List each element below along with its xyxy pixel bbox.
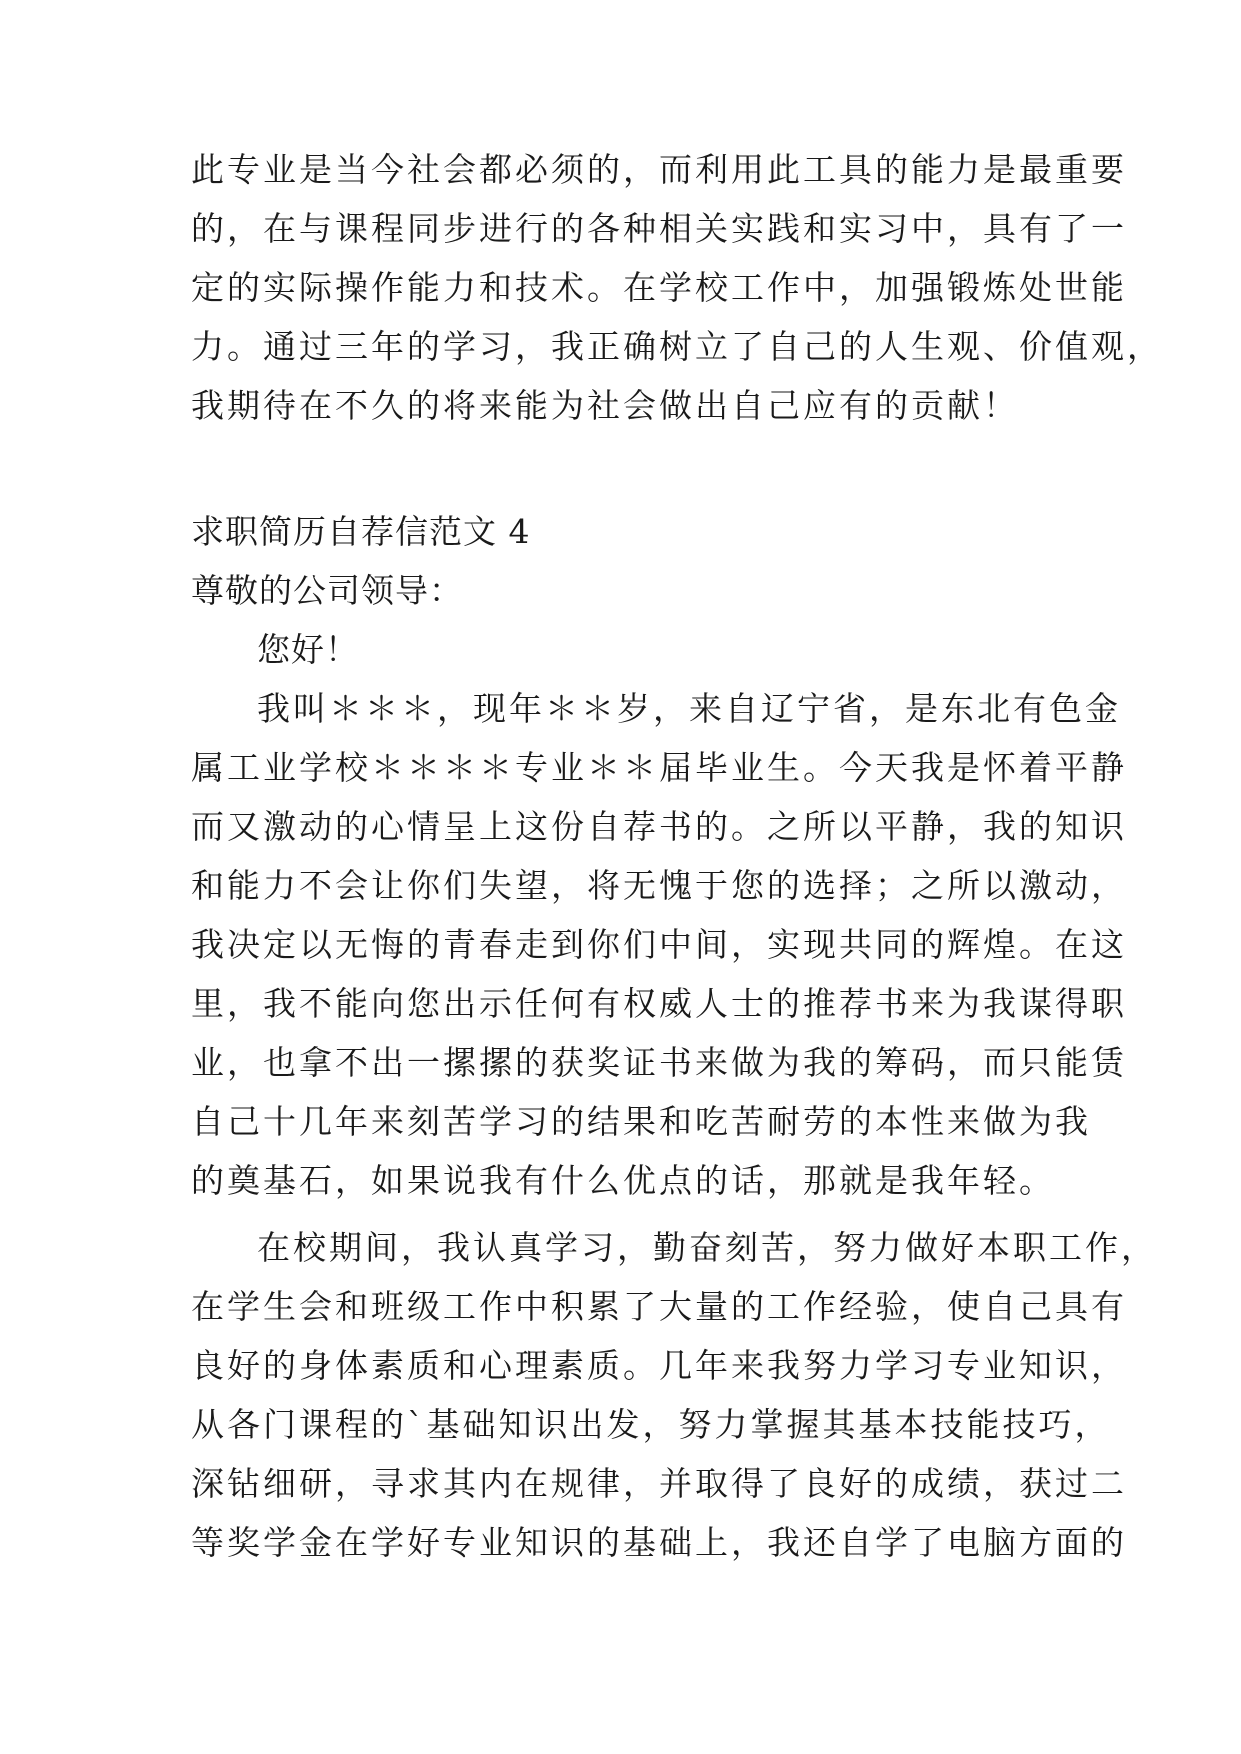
- paragraph1-line-6: 里，我不能向您出示任何有权威人士的推荐书来为我谋得职: [191, 984, 1127, 1023]
- salutation: 尊敬的公司领导：: [191, 571, 463, 610]
- paragraph2-line-2: 在学生会和班级工作中积累了大量的工作经验，使自己具有: [191, 1287, 1127, 1326]
- greeting: 您好！: [257, 630, 359, 669]
- paragraph1-line-4: 和能力不会让你们失望，将无愧于您的选择；之所以激动，: [191, 866, 1127, 905]
- paragraph1-line-3: 而又激动的心情呈上这份自荐书的。之所以平静，我的知识: [191, 807, 1127, 846]
- intro-line-1: 此专业是当今社会都必须的，而利用此工具的能力是最重要: [191, 150, 1127, 189]
- paragraph1-line-1: 我叫＊＊＊，现年＊＊岁，来自辽宁省，是东北有色金: [257, 689, 1121, 728]
- paragraph1-line-2: 属工业学校＊＊＊＊专业＊＊届毕业生。今天我是怀着平静: [191, 748, 1127, 787]
- paragraph2-line-3: 良好的身体素质和心理素质。几年来我努力学习专业知识，: [191, 1346, 1127, 1385]
- intro-line-2: 的，在与课程同步进行的各种相关实践和实习中，具有了一: [191, 209, 1127, 248]
- paragraph1-line-9: 的奠基石，如果说我有什么优点的话，那就是我年轻。: [191, 1161, 1055, 1200]
- intro-line-3: 定的实际操作能力和技术。在学校工作中，加强锻炼处世能: [191, 268, 1127, 307]
- paragraph1-line-5: 我决定以无悔的青春走到你们中间，实现共同的辉煌。在这: [191, 925, 1127, 964]
- paragraph1-line-8: 自己十几年来刻苦学习的结果和吃苦耐劳的本性来做为我: [191, 1102, 1091, 1141]
- paragraph2-line-4: 从各门课程的`基础知识出发，努力掌握其基本技能技巧，: [191, 1405, 1111, 1444]
- intro-line-4: 力。通过三年的学习，我正确树立了自己的人生观、价值观，: [191, 327, 1163, 366]
- paragraph2-line-5: 深钻细研，寻求其内在规律，并取得了良好的成绩，获过二: [191, 1464, 1127, 1503]
- intro-line-5: 我期待在不久的将来能为社会做出自己应有的贡献！: [191, 386, 1019, 425]
- section-title: 求职简历自荐信范文 4: [191, 512, 531, 551]
- paragraph2-line-1: 在校期间，我认真学习，勤奋刻苦，努力做好本职工作，: [257, 1228, 1157, 1267]
- paragraph1-line-7: 业，也拿不出一摞摞的获奖证书来做为我的筹码，而只能赁: [191, 1043, 1127, 1082]
- paragraph2-line-6: 等奖学金在学好专业知识的基础上，我还自学了电脑方面的: [191, 1523, 1127, 1562]
